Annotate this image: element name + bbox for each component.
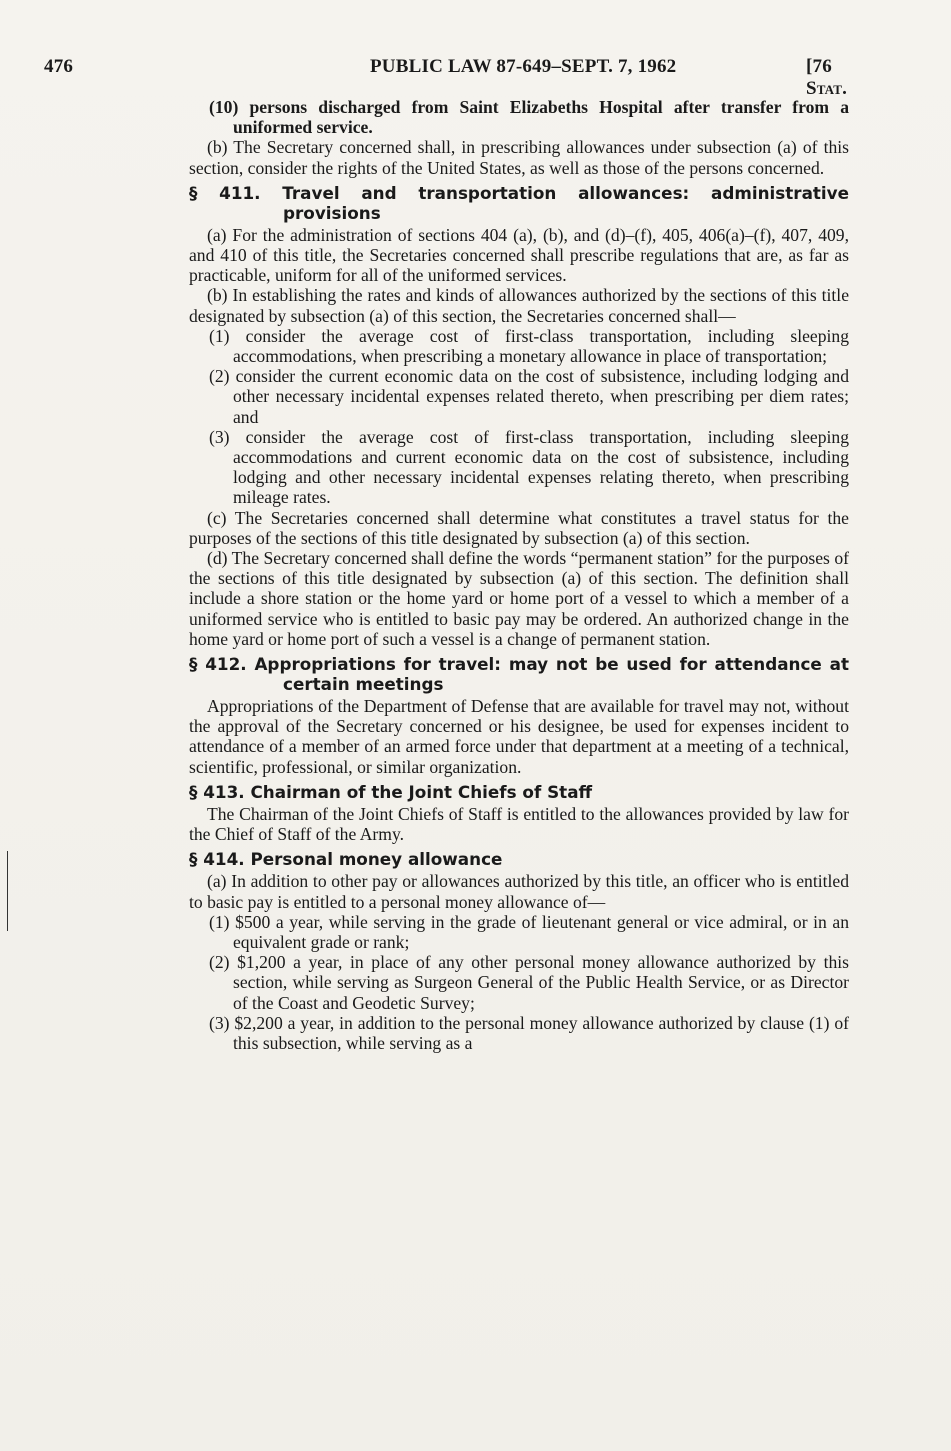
statute-suffix: Stat. [806,78,848,99]
paragraph-411b-3: (3) consider the average cost of first-class transportation, including sleeping accommodations and current economic data on the cost of subsistence, including lodging and other necessary incidental expenses relating thereto, when prescribing mileage rates. [209,426,849,508]
paragraph-410b: (b) The Secretary concerned shall, in prescribing allowances under subsection (a) of this section, consider the rights of the United States, as well as those of the persons concerned. [189,137,849,178]
paragraph-10-persons: (10) persons discharged from Saint Elizabeths Hospital after transfer from a uniformed service. [209,97,849,138]
paragraph-411d: (d) The Secretary concerned shall define the words “permanent station” for the purposes of the sections of this title designated by subsection (a) of this section. The definition shall include a shore station or the home yard or home port of a vessel to which a member of a uniformed service who is entitled to basic pay may be ordered. An authorized change in the home yard or home port of such a vessel is a change of permanent station. [189,548,849,649]
statute-reference [806,56,851,100]
section-heading-412: § 412. Appropriations for travel: may not be used for attendance at certain meetings [189,654,849,695]
paragraph-411b-1: (1) consider the average cost of first-class transportation, including sleeping accommodations, when prescribing a monetary allowance in place of transportation; [209,325,849,367]
header-title: PUBLIC LAW 87-649–SEPT. 7, 1962 [370,56,677,77]
paragraph-413: The Chairman of the Joint Chiefs of Staff is entitled to the allowances provided by law for the Chief of Staff of the Army. [189,803,849,845]
page-body [189,97,849,1053]
paragraph-414a-3: (3) $2,200 a year, in addition to the personal money allowance authorized by clause (1) of this subsection, while serving as a [209,1012,849,1053]
paragraph-411b-2: (2) consider the current economic data on the cost of subsistence, including lodging and other necessary incidental expenses related thereto, when prescribing per diem rates; and [209,366,849,427]
margin-mark [7,851,8,931]
section-heading-411: § 411. Travel and transportation allowances: administrative provisions [189,182,849,223]
section-heading-413: § 413. Chairman of the Joint Chiefs of Staff [189,781,593,802]
page-number: 476 [44,56,74,77]
paragraph-414a-2: (2) $1,200 a year, in place of any other personal money allowance authorized by this section, while serving as Surgeon General of the Public Health Service, or as Director of the Coast and Geodetic Survey; [209,952,849,1013]
paragraph-411b: (b) In establishing the rates and kinds of allowances authorized by the sections of this title designated by subsection (a) of this section, the Secretaries concerned shall— [189,285,849,326]
paragraph-414a-1: (1) $500 a year, while serving in the grade of lieutenant general or vice admiral, or in an equivalent grade or rank; [209,911,849,952]
paragraph-412: Appropriations of the Department of Defense that are available for travel may not, without the approval of the Secretary concerned or his designee, be used for expenses incident to attendance of a member of an armed force under that department at a meeting of a technical, scientific, professional, or similar organization. [189,696,849,777]
paragraph-411c: (c) The Secretaries concerned shall determine what constitutes a travel status for the purposes of the sections of this title designated by subsection (a) of this section. [189,507,849,548]
paragraph-414a: (a) In addition to other pay or allowances authorized by this title, an officer who is entitled to basic pay is entitled to a personal money allowance of— [189,871,849,912]
section-heading-414: § 414. Personal money allowance [189,849,503,870]
statute-prefix: [76 [806,56,832,77]
paragraph-411a: (a) For the administration of sections 404 (a), (b), and (d)–(f), 405, 406(a)–(f), 407, 409, and 410 of this title, the Secretaries concerned shall prescribe regulations that are, as far as practicable, uniform for all of the uniformed services. [189,224,849,286]
